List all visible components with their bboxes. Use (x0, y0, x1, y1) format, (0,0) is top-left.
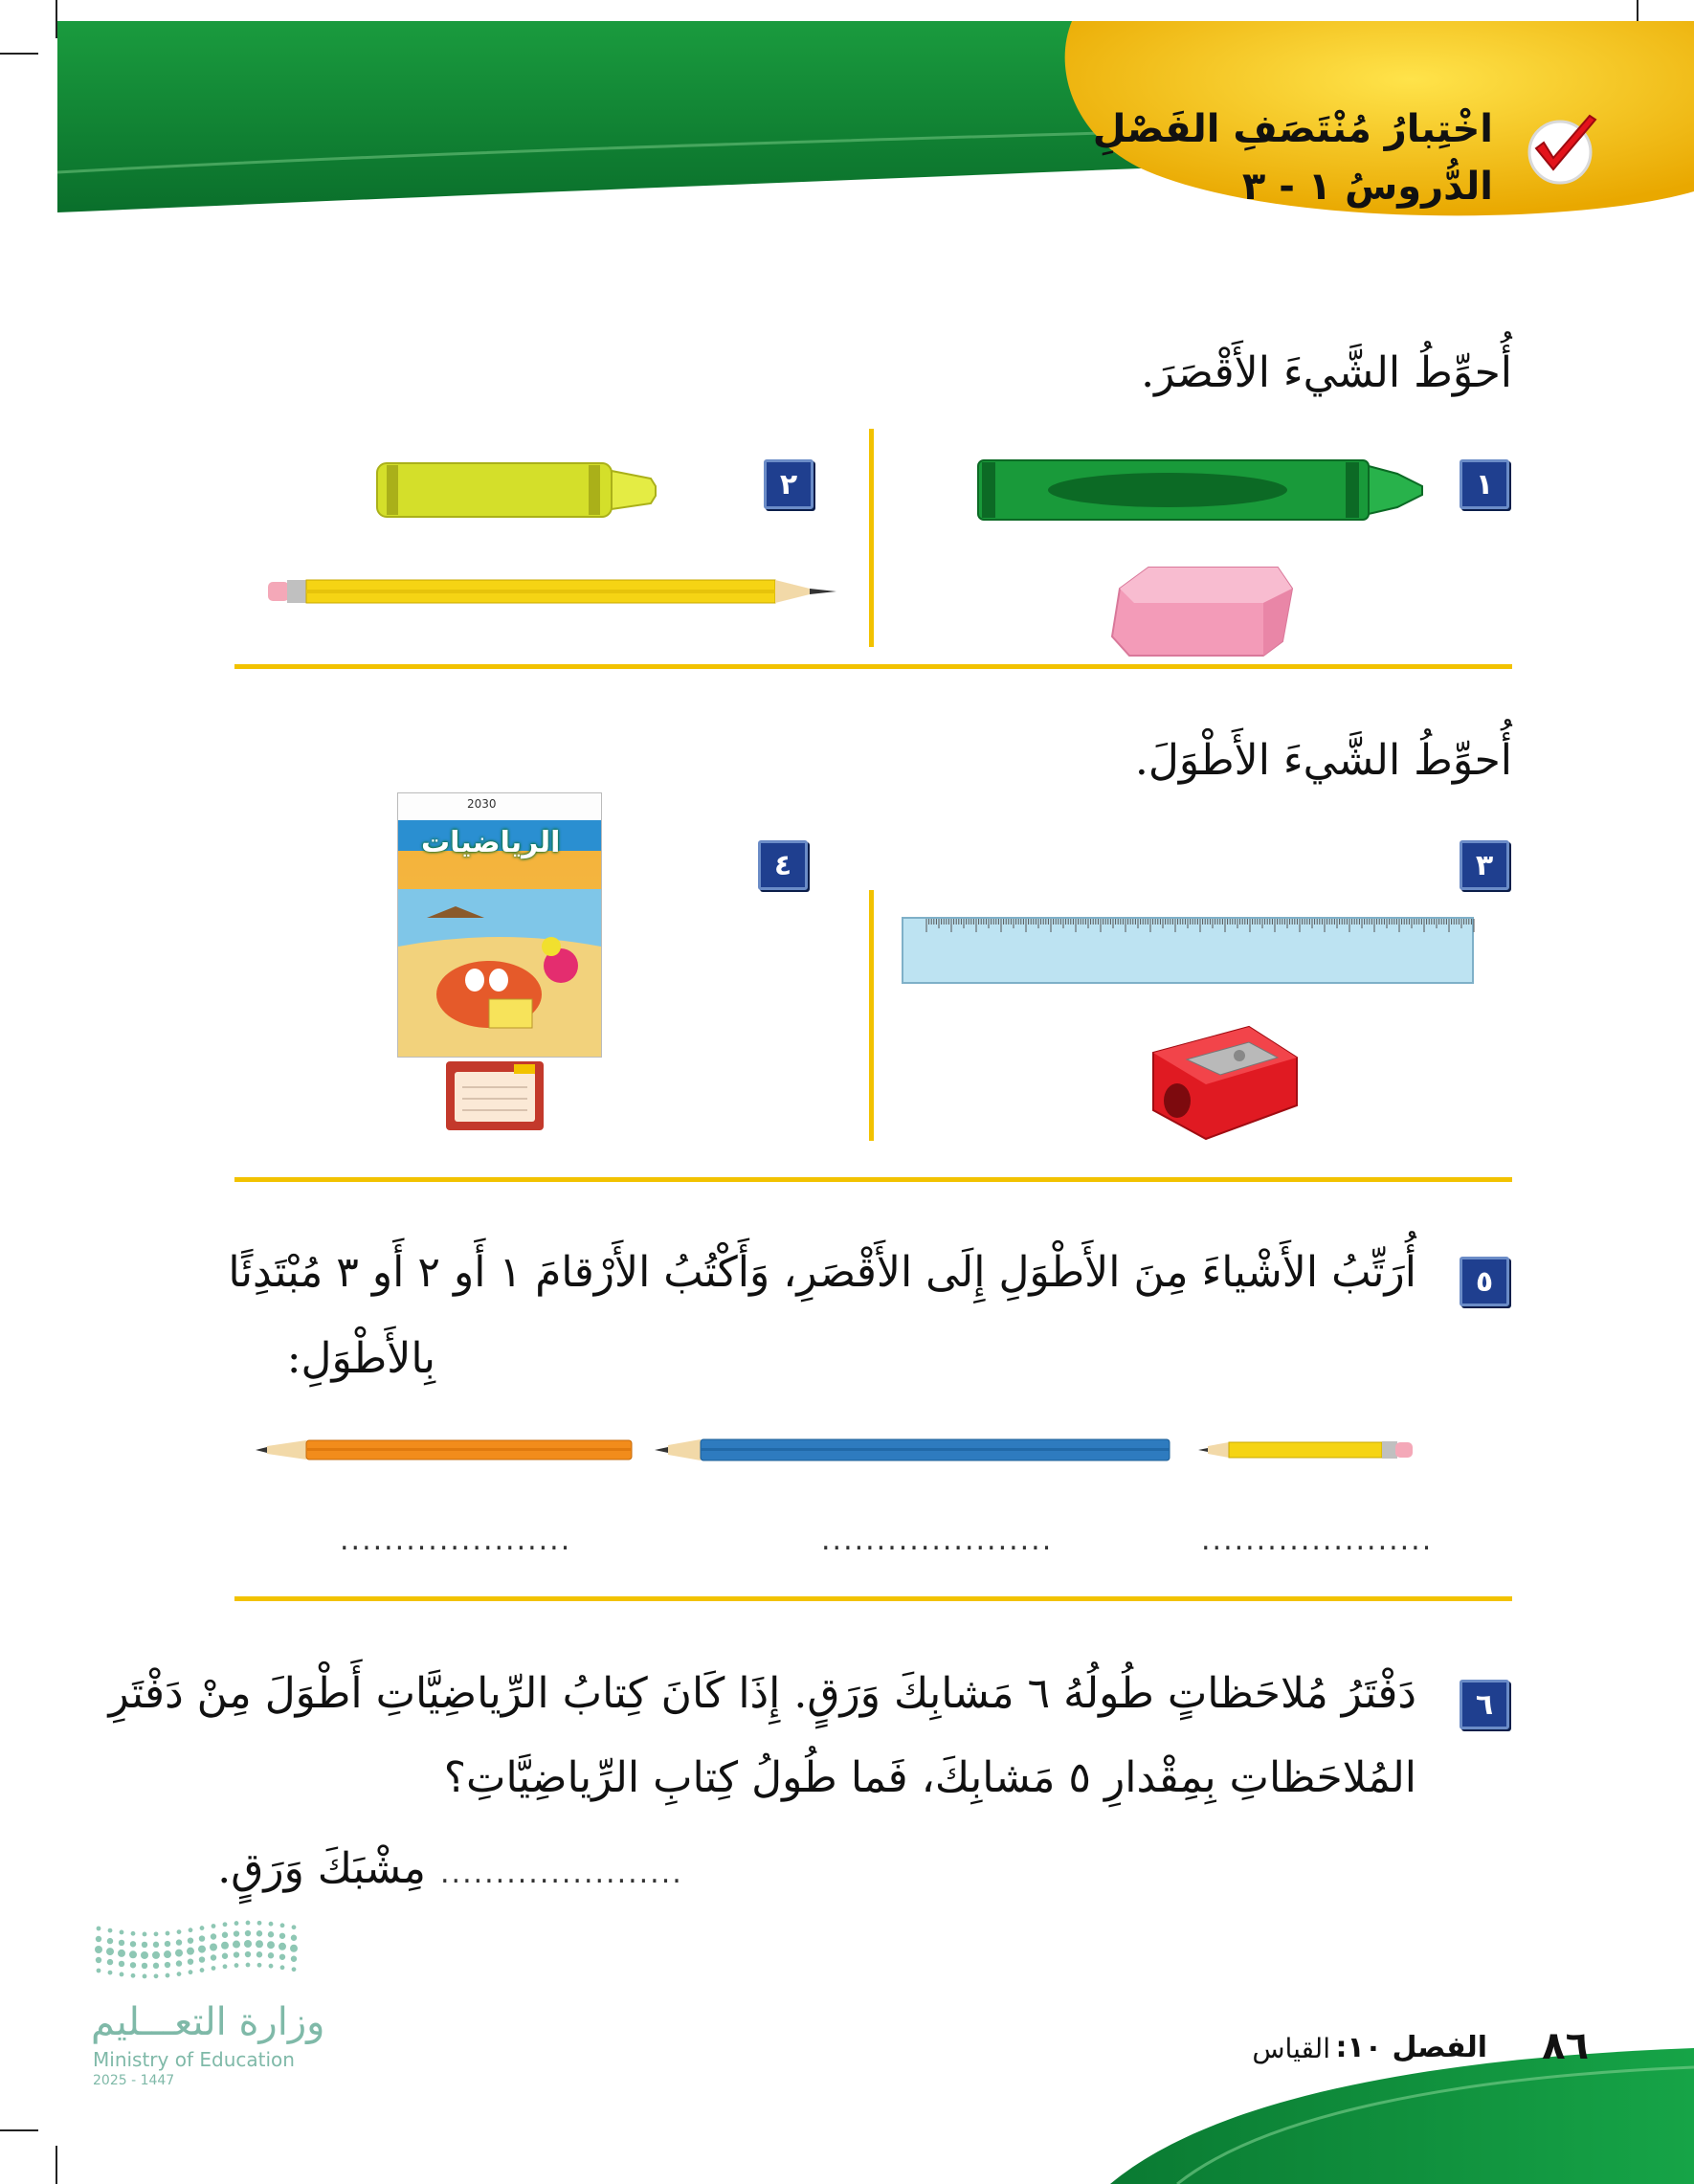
divider-horizontal[interactable] (234, 664, 1512, 669)
question-number-5: ٥ (1460, 1257, 1509, 1306)
answer-blank-3[interactable]: ..................... (1201, 1524, 1434, 1557)
book-title: الرياضيات (421, 826, 561, 859)
footer-banner (0, 1972, 1694, 2184)
divider-vertical (869, 429, 874, 647)
book-year: 2030 (467, 797, 497, 811)
pink-eraser-icon[interactable] (1101, 560, 1302, 665)
chapter-label: الفصل ١٠: (1335, 2031, 1487, 2064)
ministry-year: 2025 - 1447 (93, 2073, 175, 2088)
answer-blank-q6[interactable]: ...................... (440, 1857, 683, 1890)
question6-text-line2: المُلاحَظاتِ بِمِقْدارِ ٥ مَشابِكَ، فَما طُولُ كِتابِ الرِّياضِيَّاتِ؟ (443, 1753, 1416, 1802)
answer-unit: مِشْبَكَ وَرَقٍ. (217, 1844, 426, 1893)
item-number-1: ١ (1460, 459, 1509, 509)
question5-text-line2: بِالأَطْوَلِ: (286, 1334, 435, 1383)
answer-blank-1[interactable]: ..................... (340, 1524, 572, 1557)
ruler-icon[interactable] (902, 917, 1476, 986)
ministry-name-en: Ministry of Education (93, 2048, 295, 2071)
red-sharpener-icon[interactable] (1134, 1019, 1302, 1148)
blue-pencil-icon[interactable] (653, 1434, 1174, 1466)
divider-vertical (869, 890, 874, 1141)
yellow-crayon-icon[interactable] (373, 457, 660, 524)
item-number-3: ٣ (1460, 840, 1509, 890)
green-crayon-icon[interactable] (976, 455, 1426, 526)
header-subtitle: الدُّروسُ ١ - ٣ (1241, 165, 1493, 209)
check-mark-icon (1517, 110, 1603, 187)
instruction-shortest: أُحوِّطُ الشَّيءَ الأَقْصَرَ. (1141, 348, 1512, 397)
question6-text-line1: دَفْتَرُ مُلاحَظاتٍ طُولُهُ ٦ مَشابِكَ وَرَقٍ. إِذَا كَانَ كِتابُ الرِّياضِيَّاتِ أَطْوَلَ مِنْ دَفْتَرِ (108, 1669, 1416, 1718)
chapter-title: القياس (1252, 2033, 1330, 2064)
item-number-2: ٢ (764, 459, 814, 509)
header-title: اخْتِبارُ مُنْتَصَفِ الفَصْلِ (1092, 107, 1493, 151)
question-number-6: ٦ (1460, 1680, 1509, 1729)
yellow-pencil-icon[interactable] (266, 572, 840, 611)
short-yellow-pencil-icon[interactable] (1196, 1437, 1416, 1462)
name-label-icon[interactable] (445, 1060, 546, 1132)
divider-horizontal[interactable] (234, 1177, 1512, 1182)
item-number-4: ٤ (758, 840, 808, 890)
book-cover-illustration-icon (398, 889, 601, 1057)
instruction-longest: أُحوِّطُ الشَّيءَ الأَطْوَلَ. (1134, 736, 1512, 785)
orange-pencil-icon[interactable] (254, 1436, 636, 1464)
page-number: ٨٦ (1542, 2024, 1589, 2068)
ministry-name-ar: وزارة التعـــليم (91, 2000, 325, 2044)
answer-blank-2[interactable]: ..................... (821, 1524, 1054, 1557)
question5-text-line1: أُرَتِّبُ الأَشْياءَ مِنَ الأَطْوَلِ إِلَى الأَقْصَرِ، وَأَكْتُبُ الأَرْقامَ ١ أَو ٢ أَو ٣ مُبْتَدِئًا (228, 1248, 1416, 1297)
math-book-icon[interactable] (397, 792, 602, 1058)
divider-horizontal[interactable] (234, 1596, 1512, 1601)
